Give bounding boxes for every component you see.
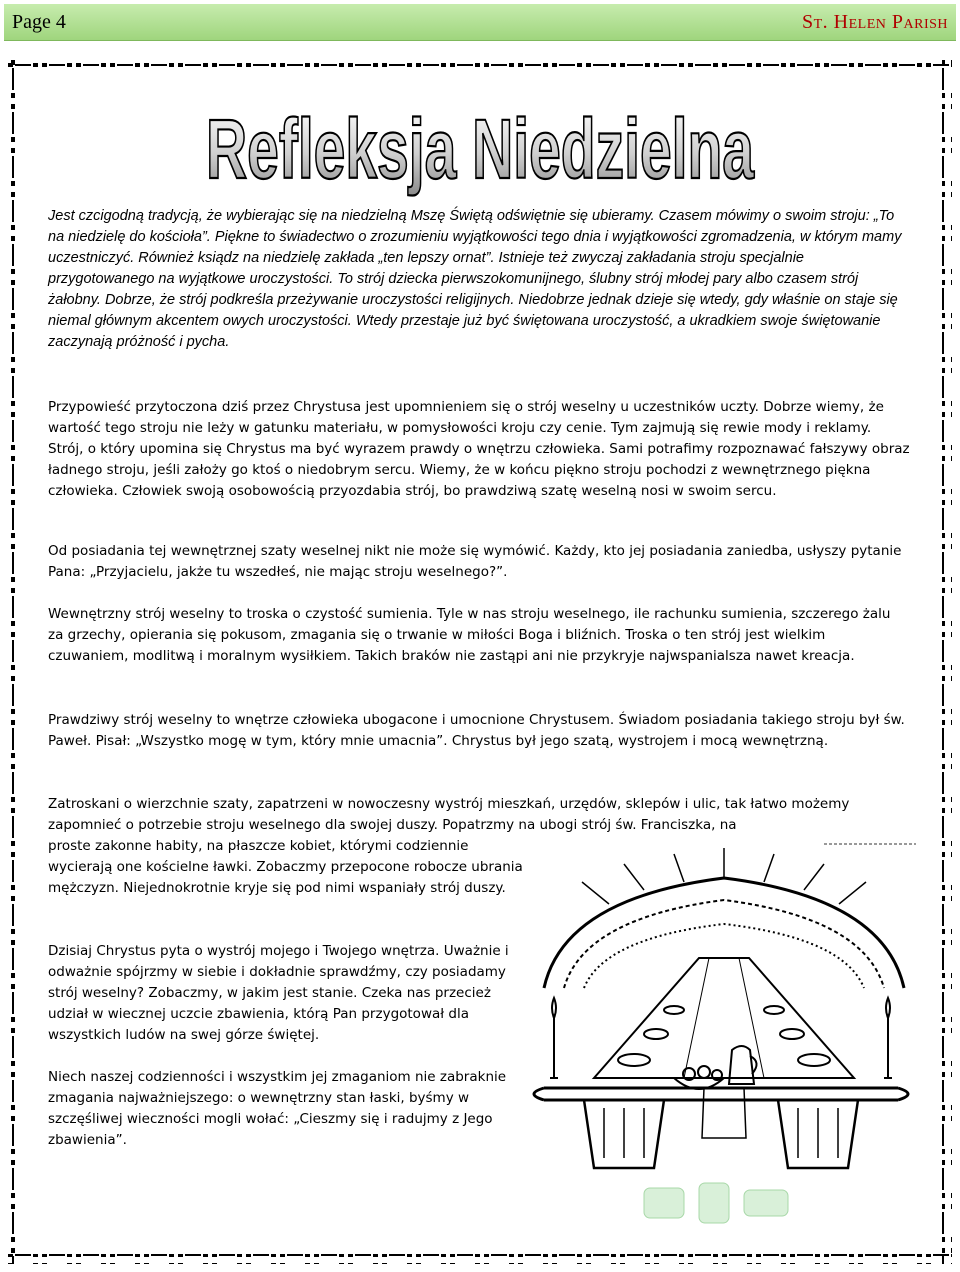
paragraph-1: Jest czcigodną tradycją, że wybierając się na niedzielną Mszę Świętą odświętnie się ubieramy. Czasem mówimy o swoim stroju: „To na niedzielę do kościoła”. Piękne to świadectwo o zrozumieniu wyjątkowości tego dnia i wyjątkowości zgromadzenia, w którym mamy uczestniczyć. Również ksiądz na niedzielę zakłada „ten lepszy ornat”. Istnieje też zwyczaj zakładania stroju specjalnie przygotowanego na wyjątkowe uroczystości. To strój dziecka pierwszokomunijnego, ślubny strój młodej pary albo czasem strój żałobny. Dobrze, że strój podkreśla przeżywanie uroczystości religijnych. Niedobrze jednak dzieje się wtedy, gdy właśnie on staje się niemal głównym akcentem owych uroczystości. Wtedy przestaje już być świętowana uroczystość, a ukradkiem swoje świętowanie zaczynają próżność i pycha.: [48, 208, 902, 350]
parish-name: St. Helen Parish: [801, 11, 948, 33]
paragraph-6-continued: proste zakonne habity, na płaszcze kobiet, którymi codziennie wycierają one kościelne ławki. Zobaczmy przepocone robocze ubrania mężczyzn. Niejednokrotnie kryje się pod nimi wspaniały strój duszy.: [48, 838, 523, 896]
wedding-feast-illustration: [524, 838, 918, 1248]
title-text: Refleksja Niedzielna: [206, 102, 755, 196]
page-title: [0, 90, 960, 210]
page-header: [4, 4, 956, 41]
paragraph-7: Dzisiaj Chrystus pyta o wystrój mojego i Twojego wnętrza. Uważnie i odważnie spójrzmy w siebie i dokładnie sprawdźmy, czy posiadamy strój weselny? Zobaczmy, w jakim jest stanie. Czeka nas przecież udział w wiecznej uczcie zbawienia, którą Pan przygotował dla wszystkich ludów na swej górze świętej.: [48, 943, 509, 1043]
paragraph-3: Od posiadania tej wewnętrznej szaty weselnej nikt nie może się wymówić. Każdy, kto jej posiadania zaniedba, usłyszy pytanie Pana: „Przyjacielu, jakże tu wszedłeś, nie mając stroju weselnego?”.: [48, 543, 902, 580]
paragraph-6: Zatroskani o wierzchnie szaty, zapatrzeni w nowoczesny wystrój mieszkań, urzędów, sklepów i ulic, tak łatwo możemy zapomnieć o potrzebie stroju weselnego dla swojej duszy. Popatrzmy na ubogi strój św. Franciszka, na: [48, 796, 850, 833]
paragraph-4: Wewnętrzny strój weselny to troska o czystość sumienia. Tyle w nas stroju weselnego, ile rachunku sumienia, szczerego żalu za grzechy, opierania się pokusom, zmagania się o trwanie w miłości Boga i bliźnich. Troska o ten strój jest wielkim czuwaniem, modlitwą i moralnym wysiłkiem. Takich braków nie zastąpi ani nie przykryje najwspanialsza nawet kreacja.: [48, 606, 891, 664]
paragraph-8: Niech naszej codzienności i wszystkim jej zmaganiom nie zabraknie zmagania najważniejszego: o wewnętrzny stan łaski, byśmy w szczęśliwej wieczności mogli wołać: „Cieszmy się i radujmy z Jego zbawienia”.: [48, 1069, 507, 1148]
page-number: Page 4: [12, 11, 66, 33]
paragraph-2: Przypowieść przytoczona dziś przez Chrystusa jest upomnieniem się o strój weselny u uczestników uczty. Dobrze wiemy, że wartość tego stroju nie leży w gatunku materiału, w pomysłowości kroju czy cenie. Tym zajmują się rewie mody i reklamy. Strój, o który upomina się Chrystus ma być wyrazem prawdy o wnętrzu człowieka. Sami potrafimy rozpoznawać fałszywy obraz ładnego stroju, jeśli założy go ktoś o niedobrym sercu. Wiemy, że w końcu piękno stroju pochodzi z wewnętrznego piękna człowieka. Człowiek swoją osobowością przyozdabia strój, bo prawdziwą szatę weselną nosi w swoim sercu.: [48, 399, 910, 499]
paragraph-5: Prawdziwy strój weselny to wnętrze człowieka ubogacone i umocnione Chrystusem. Świadom posiadania takiego stroju był św. Paweł. Pisał: „Wszystko mogę w tym, który mnie umacnia”. Chrystus był jego szatą, wystrojem i mocą wewnętrzną.: [48, 712, 905, 749]
